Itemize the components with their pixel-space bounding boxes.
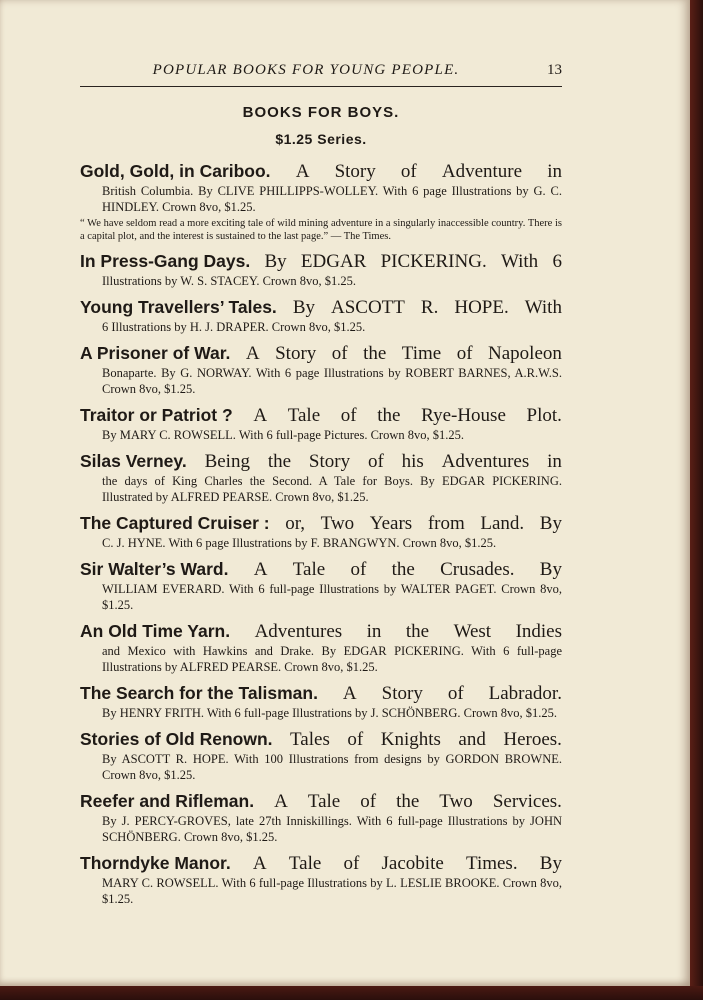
subtitle-word: A [253, 405, 268, 426]
subtitle-word: Story [381, 683, 423, 704]
book-title: An Old Time Yarn. [80, 621, 231, 641]
subtitle-word: With [500, 251, 539, 272]
book-title: Silas Verney. [80, 451, 187, 471]
book-title: Sir Walter’s Ward. [80, 559, 229, 579]
book-description: Bonaparte. By G. NORWAY. With 6 page Illustrations by ROBERT BARNES, A.R.W.S. Crown 8vo, $1.25. [102, 366, 562, 396]
book-title: Young Travellers’ Tales. [80, 297, 277, 317]
book-description: 6 Illustrations by H. J. DRAPER. Crown 8vo, $1.25. [102, 320, 366, 334]
entry-head [80, 450, 562, 473]
book-description: C. J. HYNE. With 6 page Illustrations by F. BRANGWYN. Crown 8vo, $1.25. [102, 536, 497, 550]
book-title: The Search for the Talisman. [80, 683, 318, 703]
book-entry [80, 852, 562, 907]
subtitle-word: Adventure [441, 161, 523, 182]
subtitle-word: By [539, 513, 562, 534]
book-cover-edge [690, 0, 703, 1000]
subtitle-word: of [340, 405, 357, 426]
subtitle-word: Crusades. [440, 559, 515, 580]
subtitle-word: A [274, 791, 288, 812]
subtitle-word: the [396, 791, 420, 812]
subtitle-word: in [547, 161, 562, 182]
subtitle-word: Labrador. [488, 683, 562, 704]
subtitle-word: Story [334, 161, 376, 182]
subtitle-word: Tales [290, 729, 330, 750]
running-head [80, 58, 562, 87]
subtitle-word: of [360, 791, 377, 812]
subtitle-word: Rye-House [421, 405, 506, 426]
book-description: By J. PERCY-GROVES, late 27th Inniskillings. With 6 full-page Illustrations by JOHN SCHÖNBERG. Crown 8vo, $1.25. [102, 814, 562, 844]
subtitle-word: the [267, 451, 292, 472]
book-description: British Columbia. By CLIVE PHILLIPPS-WOLLEY. With 6 page Illustrations by G. C. HINDLEY. Crown 8vo, $1.25. [102, 184, 562, 214]
subtitle-word: Being [204, 451, 250, 472]
section-title: BOOKS FOR BOYS. [242, 104, 400, 121]
book-entry [80, 512, 562, 551]
entry-head [80, 160, 562, 183]
book-entry [80, 160, 562, 243]
subtitle-word: West [453, 621, 492, 642]
subtitle-word: By [539, 559, 562, 580]
subtitle-word: of [343, 853, 360, 874]
book-entry [80, 404, 562, 443]
subtitle-word: PICKERING. [380, 251, 487, 272]
subtitle-word: A [245, 343, 260, 364]
subtitle-word: Years [369, 513, 413, 534]
book-title: Thorndyke Manor. [80, 853, 231, 873]
book-list [80, 160, 562, 914]
subtitle-word: in [547, 451, 562, 472]
page-number: 13 [547, 62, 562, 78]
subtitle-word: and [458, 729, 486, 750]
subtitle-word: Napoleon [488, 343, 562, 364]
subtitle-word: Adventures [441, 451, 530, 472]
subtitle-word: By [264, 251, 287, 272]
subtitle-word: Story [275, 343, 317, 364]
book-entry [80, 790, 562, 845]
subtitle-word: Time [401, 343, 442, 364]
subtitle-word: of [350, 559, 367, 580]
book-title: Reefer and Rifleman. [80, 791, 255, 811]
subtitle-word: A [253, 559, 268, 580]
subtitle-word: the [377, 405, 401, 426]
subtitle-word: By [539, 853, 562, 874]
book-entry [80, 450, 562, 505]
press-quote: “ We have seldom read a more exciting tale of wild mining adventure in a singularly inaccessible country. There is a capital plot, and the interest is sustained to the last page.” — The Times. [80, 218, 562, 242]
entry-head [80, 512, 562, 535]
subtitle-word: of [400, 161, 417, 182]
subtitle-word: Two [439, 791, 473, 812]
subtitle-word: of [347, 729, 364, 750]
book-entry [80, 296, 562, 335]
subtitle-word: A [342, 683, 357, 704]
subtitle-word: Tale [287, 405, 321, 426]
subtitle-word: of [447, 683, 464, 704]
book-entry [80, 682, 562, 721]
book-title: Traitor or Patriot ? [80, 405, 233, 425]
subtitle-word: By [292, 297, 315, 318]
book-description: By MARY C. ROWSELL. With 6 full-page Pictures. Crown 8vo, $1.25. [102, 428, 464, 442]
book-title: In Press-Gang Days. [80, 251, 251, 271]
entry-head [80, 852, 562, 875]
book-description: By ASCOTT R. HOPE. With 100 Illustrations from designs by GORDON BROWNE. Crown 8vo, $1.25. [102, 752, 562, 782]
subtitle-word: Land. [480, 513, 525, 534]
subtitle-word: Story [308, 451, 351, 472]
subtitle-word: R. [420, 297, 439, 318]
subtitle-word: of [367, 451, 384, 472]
subtitle-word: Adventures [254, 621, 343, 642]
book-description: and Mexico with Hawkins and Drake. By EDGAR PICKERING. With 6 full-page Illustrations by ALFRED PEARSE. Crown 8vo, $1.25. [102, 644, 562, 674]
entry-head [80, 682, 562, 705]
subtitle-word: Knights [380, 729, 441, 750]
subtitle-word: ASCOTT [331, 297, 405, 318]
subtitle-word: the [363, 343, 387, 364]
subtitle-word: his [401, 451, 424, 472]
entry-head [80, 296, 562, 319]
book-title: The Captured Cruiser : [80, 513, 270, 533]
subtitle-word: Services. [492, 791, 562, 812]
subtitle-word: Indies [515, 621, 562, 642]
series-title: $1.25 Series. [275, 131, 367, 147]
subtitle-word: Two [320, 513, 355, 534]
subtitle-word: 6 [552, 251, 562, 272]
entry-head [80, 790, 562, 813]
book-title: Gold, Gold, in Cariboo. [80, 161, 271, 181]
subtitle-word: Plot. [526, 405, 562, 426]
book-entry [80, 250, 562, 289]
subtitle-word: Tale [307, 791, 341, 812]
book-entry [80, 728, 562, 783]
entry-head [80, 342, 562, 365]
entry-head [80, 404, 562, 427]
book-description: the days of King Charles the Second. A Tale for Boys. By EDGAR PICKERING. Illustrated by ALFRED PEARSE. Crown 8vo, $1.25. [102, 474, 562, 504]
subtitle-word: in [366, 621, 382, 642]
running-title: POPULAR BOOKS FOR YOUNG PEOPLE. [152, 62, 460, 78]
subtitle-word: Tale [288, 853, 322, 874]
entry-head [80, 250, 562, 273]
book-title: Stories of Old Renown. [80, 729, 273, 749]
book-description: MARY C. ROWSELL. With 6 full-page Illustrations by L. LESLIE BROOKE. Crown 8vo, $1.25. [102, 876, 562, 906]
subtitle-word: Times. [466, 853, 518, 874]
book-entry [80, 558, 562, 613]
book-entry [80, 342, 562, 397]
entry-head [80, 728, 562, 751]
subtitle-word: or, [285, 513, 306, 534]
subtitle-word: With [524, 297, 562, 318]
book-title: A Prisoner of War. [80, 343, 231, 363]
subtitle-word: EDGAR [300, 251, 367, 272]
book-description: By HENRY FRITH. With 6 full-page Illustrations by J. SCHÖNBERG. Crown 8vo, $1.25. [102, 706, 558, 720]
subtitle-word: the [391, 559, 415, 580]
book-cover-edge [0, 986, 703, 1000]
subtitle-word: of [331, 343, 348, 364]
subtitle-word: Tale [292, 559, 326, 580]
subtitle-word: A [252, 853, 267, 874]
entry-head [80, 558, 562, 581]
entry-head [80, 620, 562, 643]
subtitle-word: of [456, 343, 473, 364]
subtitle-word: the [405, 621, 430, 642]
book-entry [80, 620, 562, 675]
subtitle-word: Heroes. [503, 729, 562, 750]
subtitle-word: Jacobite [381, 853, 444, 874]
subtitle-word: HOPE. [454, 297, 509, 318]
subtitle-word: A [295, 161, 310, 182]
book-description: WILLIAM EVERARD. With 6 full-page Illustrations by WALTER PAGET. Crown 8vo, $1.25. [102, 582, 562, 612]
subtitle-word: from [427, 513, 465, 534]
book-description: Illustrations by W. S. STACEY. Crown 8vo, $1.25. [102, 274, 356, 288]
